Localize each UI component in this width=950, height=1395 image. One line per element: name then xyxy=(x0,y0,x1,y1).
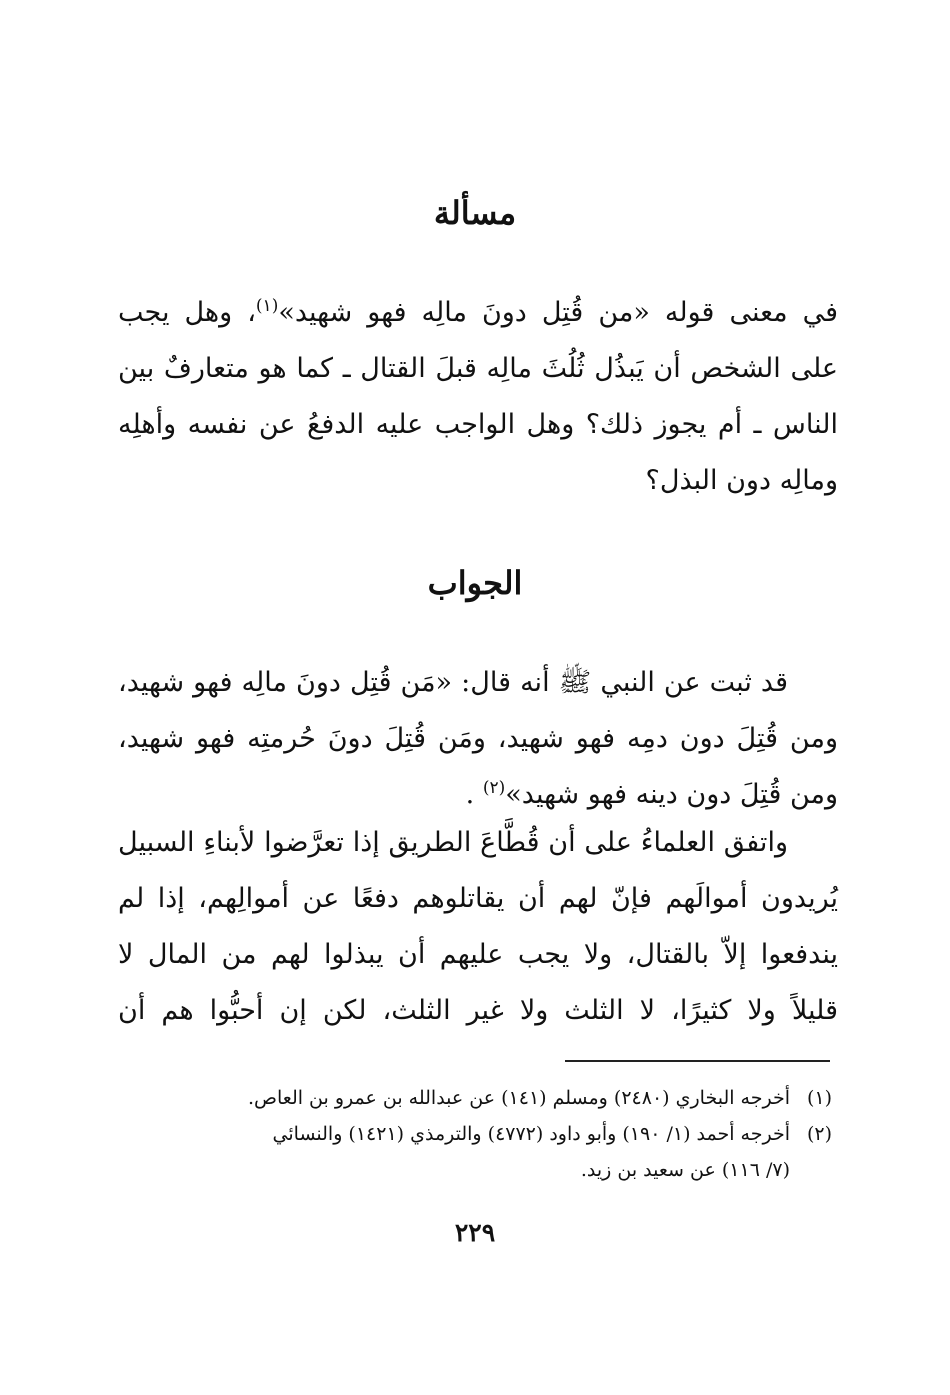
footnote-2-continuation: (٧/ ١١٦) عن سعيد بن زيد. xyxy=(580,1159,790,1181)
question-line-1-tail: ، وهل يجب xyxy=(118,297,256,328)
hadith-paragraph xyxy=(118,655,838,823)
question-line-2: على الشخص أن يَبذُل ثُلُثَ مالِه قبلَ القتال ـ كما هو متعارفٌ بين xyxy=(118,353,838,384)
footnote-1-number: (١) xyxy=(806,1087,832,1109)
question-line-1 xyxy=(118,285,838,341)
footnote-2-number: (٢) xyxy=(806,1123,832,1145)
footnote-ref-2: (٢) xyxy=(482,778,506,798)
footnote-1-text: أخرجه البخاري (٢٤٨٠) ومسلم (١٤١) عن عبدالله بن عمرو بن العاص. xyxy=(247,1087,790,1109)
agreement-line-3: يندفعوا إلاّ بالقتال، ولا يجب عليهم أن يبذلوا لهم من المال لا xyxy=(118,939,838,970)
agreement-line-2: يُريدون أموالَهم فإنّ لهم أن يقاتلوهم دفعًا عن أموالِهم، إذا لم xyxy=(118,883,838,914)
question-line-1-text: في معنى قوله «من قُتِل دونَ مالِه فهو شهيد» xyxy=(278,297,838,328)
hadith-line-3-text: ومن قُتِلَ دون دينه فهو شهيد» xyxy=(505,779,838,810)
footnote-ref-1: (١) xyxy=(255,296,279,316)
hadith-line-2: ومن قُتِلَ دون دمِه فهو شهيد، ومَن قُتِلَ دونَ حُرمتِه فهو شهيد، xyxy=(118,723,838,754)
page-number: ٢٢٩ xyxy=(454,1218,496,1247)
question-line-4: ومالِه دون البذل؟ xyxy=(645,465,838,496)
question-heading: مسألة xyxy=(433,194,517,232)
footnote-2-text: أخرجه أحمد (١/ ١٩٠) وأبو داود (٤٧٧٢) والترمذي (١٤٢١) والنسائي xyxy=(272,1123,790,1145)
agreement-line-1: واتفق العلماءُ على أن قُطَّاعَ الطريق إذا تعرَّضوا لأبناءِ السبيل xyxy=(118,827,788,858)
agreement-line-4: قليلاً ولا كثيرًا، لا الثلث ولا غير الثلث، لكن إن أحبُّوا هم أن xyxy=(118,995,838,1026)
footnote-2 xyxy=(150,1116,832,1152)
answer-heading: الجواب xyxy=(427,564,523,602)
question-line-3: الناس ـ أم يجوز ذلك؟ وهل الواجب عليه الدفعُ عن نفسه وأهلِه xyxy=(118,409,838,440)
scholars-agreement-paragraph xyxy=(118,815,838,1039)
hadith-period: . xyxy=(465,779,475,810)
question-paragraph xyxy=(118,285,838,509)
footnote-1 xyxy=(150,1080,832,1116)
footnote-separator xyxy=(565,1060,830,1062)
footnotes xyxy=(150,1080,832,1188)
hadith-line-1: قد ثبت عن النبي ﷺ أنه قال: «مَن قُتِل دونَ مالِه فهو شهيد، xyxy=(118,667,788,698)
